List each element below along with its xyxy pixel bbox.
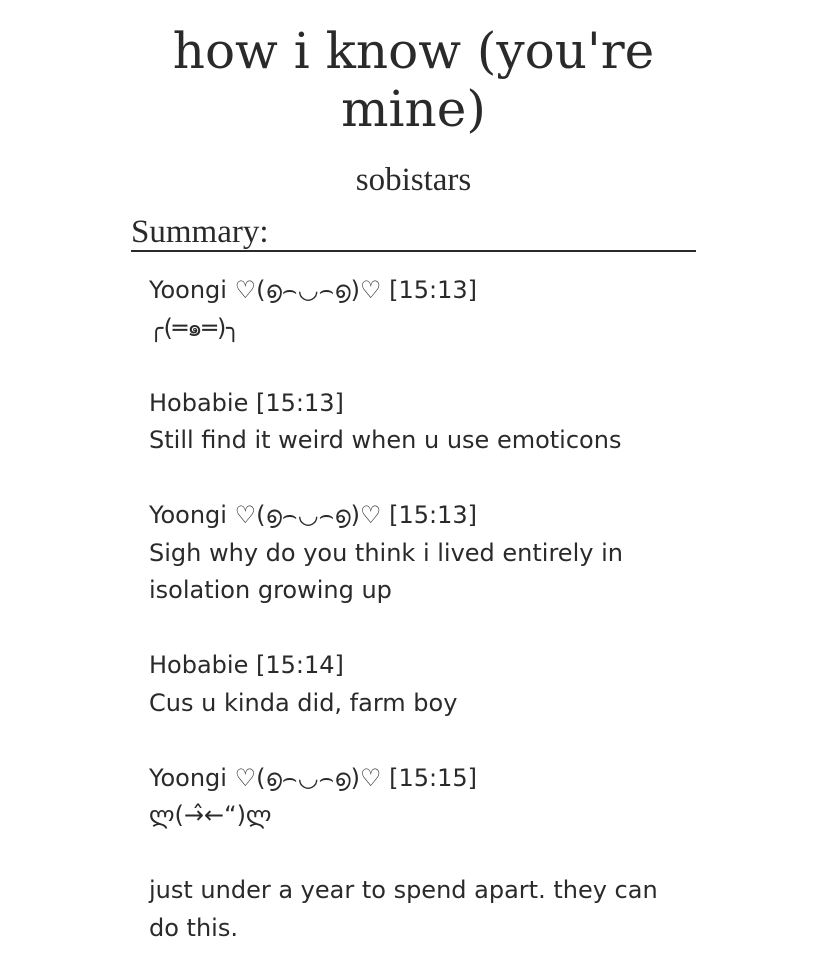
chat-message-header: Yoongi ♡(൭⌢◡⌢൭)♡ [15:15] [149, 763, 478, 792]
chat-message [149, 385, 789, 460]
work-title-line-1: how i know (you're [172, 22, 655, 80]
work-title-line-2: mine) [341, 80, 486, 138]
chat-message [149, 272, 789, 347]
closing-text: just under a year to spend apart. they can do this. [149, 876, 658, 942]
summary-heading: Summary: [131, 212, 696, 252]
chat-message-header: Yoongi ♡(൭⌢◡⌢൭)♡ [15:13] [149, 276, 478, 304]
chat-message-body: Sigh why do you think i lived entirely in isolation growing up [149, 538, 623, 604]
chat-message-body: Cus u kinda did, farm boy [149, 688, 458, 717]
chat-message-header: Hobabie [15:13] [149, 388, 344, 417]
chat-message-header: Yoongi ♡(൭⌢◡⌢൭)♡ [15:13] [149, 501, 478, 529]
author-name[interactable]: sobistars [355, 162, 472, 198]
chat-message-body: Still find it weird when u use emoticons [149, 426, 622, 454]
chat-message [149, 497, 789, 610]
chat-message-body: ╭(═๑═)╮ [149, 313, 241, 342]
chat-message-body: ლ(→̂←“)ლ [149, 801, 272, 829]
work-title [0, 22, 827, 138]
chat-message [149, 760, 789, 835]
chat-message-header: Hobabie [15:14] [149, 651, 344, 679]
chat-message [149, 647, 789, 722]
summary-body [149, 272, 789, 947]
